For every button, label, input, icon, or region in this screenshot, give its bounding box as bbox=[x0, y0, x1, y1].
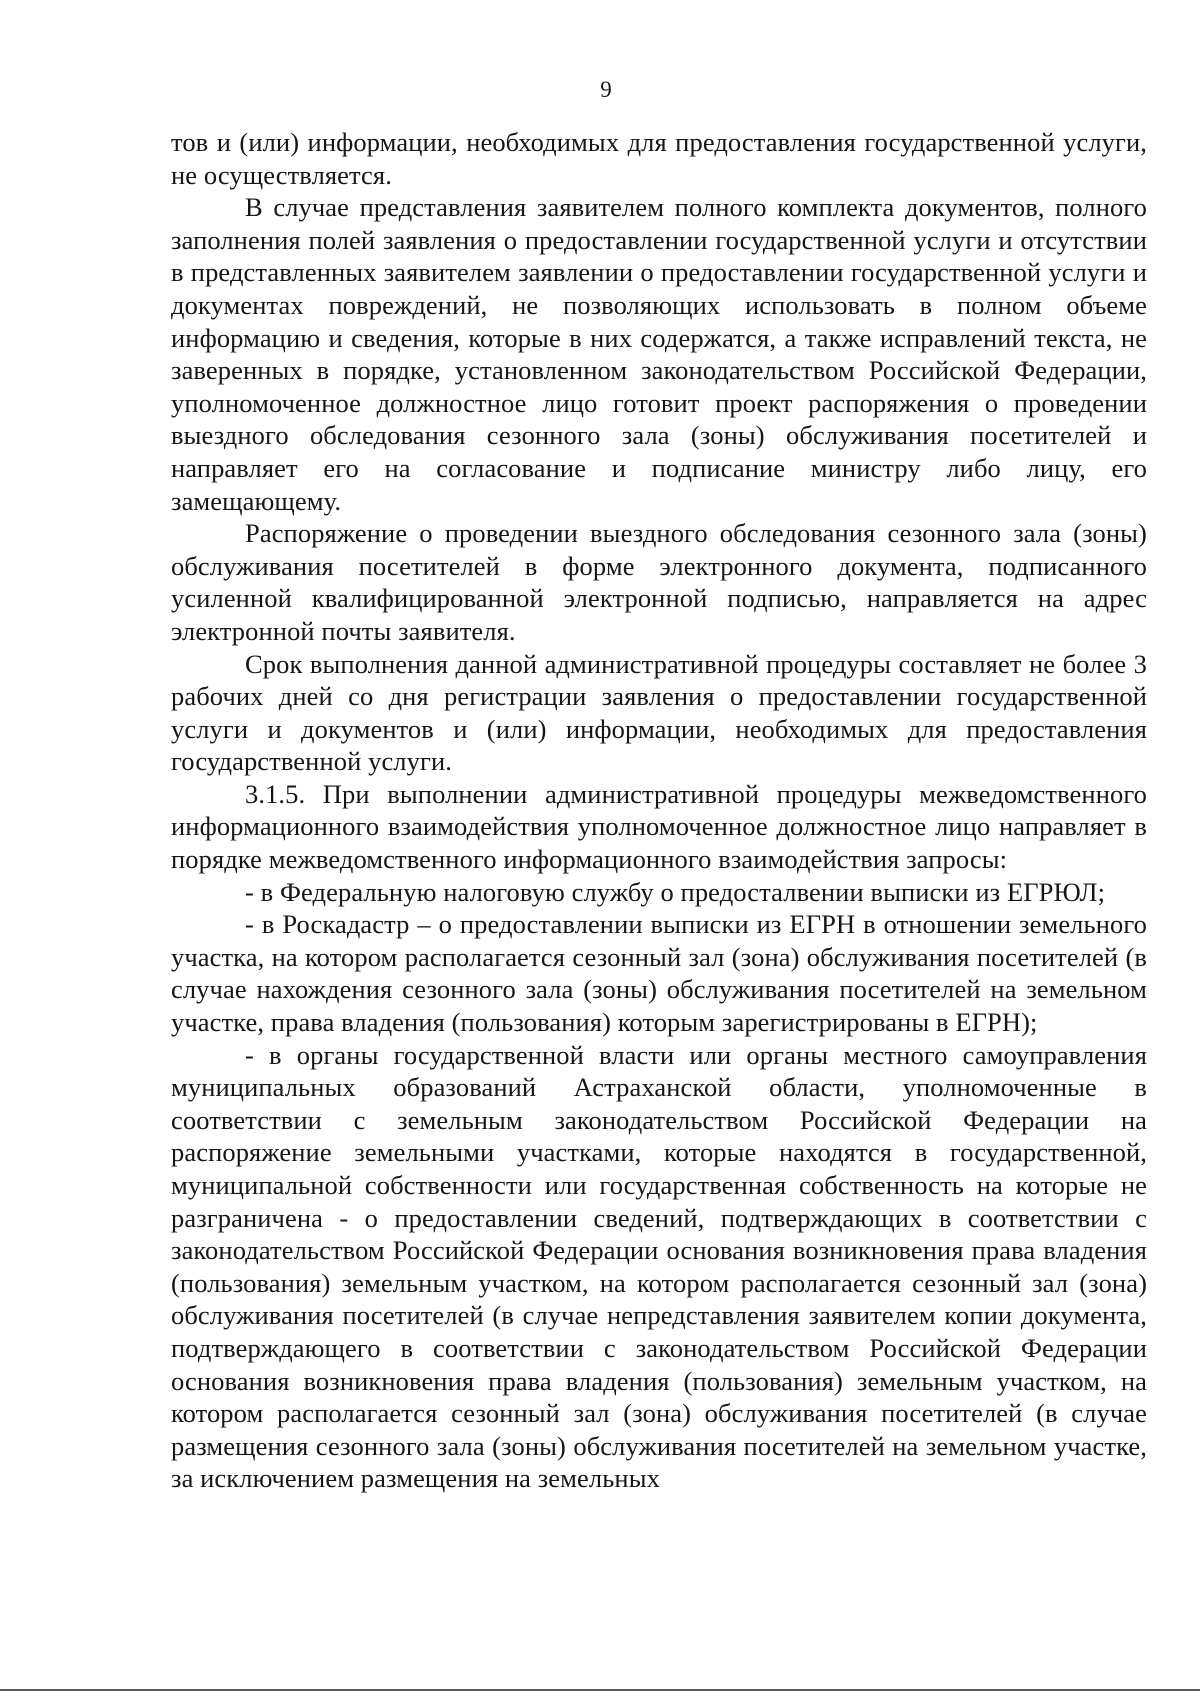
bottom-scan-edge bbox=[0, 1689, 1200, 1691]
paragraph-inspection-order: Распоряжение о проведении выездного обследования сезонного зала (зоны) обслуживания посетителей в форме электронного документа, подписанного усиленной квалифицированной электронной подписью, направляется на адрес электронной почты заявителя. bbox=[171, 518, 1147, 646]
paragraph-procedure-term: Срок выполнения данной административной процедуры составляет не более 3 рабочих дней со дня регистрации заявления о предоставлении государственной услуги и документов и (или) информации, необходимых для предоставления государственной услуги. bbox=[171, 648, 1147, 777]
document-body bbox=[171, 126, 1147, 1495]
paragraph-complete-documents: В случае представления заявителем полного комплекта документов, полного заполнения полей заявления о предоставлении государственной услуги и отсутствии в представленных заявителем заявлении о предоставлении государственной услуги и документах повреждений, не позволяющих использовать в полном объеме информацию и сведения, которые в них содержатся, а также исправлений текста, не заверенных в порядке, установленном законодательством Российской Федерации, уполномоченное должностное лицо готовит проект распоряжения о проведении выездного обследования сезонного зала (зоны) обслуживания посетителей и направляет его на согласование и подписание министру либо лицу, его замещающему. bbox=[171, 192, 1147, 516]
paragraph-continuation: тов и (или) информации, необходимых для предоставления государственной услуги, не осуществляется. bbox=[171, 127, 1147, 190]
paragraph-section-3-1-5: 3.1.5. При выполнении административной процедуры межведомственного информационного взаимодействия уполномоченное должностное лицо направляет в порядке межведомственного информационного взаимодействия запросы: bbox=[171, 778, 1147, 875]
list-item-tax-service: - в Федеральную налоговую службу о предосталвении выписки из ЕГРЮЛ; bbox=[245, 876, 1106, 907]
page-number: 9 bbox=[600, 77, 612, 102]
list-item-government-bodies: - в органы государственной власти или органы местного самоуправления муниципальных образований Астраханской области, уполномоченные в соответствии с земельным законодательством Российской Федерации на распоряжение земельными участками, которые находятся в государственной, муниципальной собственности или государственная собственность на которые не разграничена - о предоставлении сведений, подтверждающих в соответствии с законодательством Российской Федерации основания возникновения права владения (пользования) земельным участком, на котором располагается сезонный зал (зона) обслуживания посетителей (в случае непредставления заявителем копии документа, подтверждающего в соответствии с законодательством Российской Федерации основания возникновения права владения (пользования) земельным участком, на котором располагается сезонный зал (зона) обслуживания посетителей (в случае размещения сезонного зала (зоны) обслуживания посетителей на земельном участке, за исключением размещения на земельных bbox=[171, 1039, 1147, 1494]
list-item-roskadastr: - в Роскадастр – о предоставлении выписки из ЕГРН в отношении земельного участка, на котором располагается сезонный зал (зона) обслуживания посетителей (в случае нахождения сезонного зала (зоны) обслуживания посетителей на земельном участке, права владения (пользования) которым зарегистрированы в ЕГРН); bbox=[171, 909, 1147, 1038]
